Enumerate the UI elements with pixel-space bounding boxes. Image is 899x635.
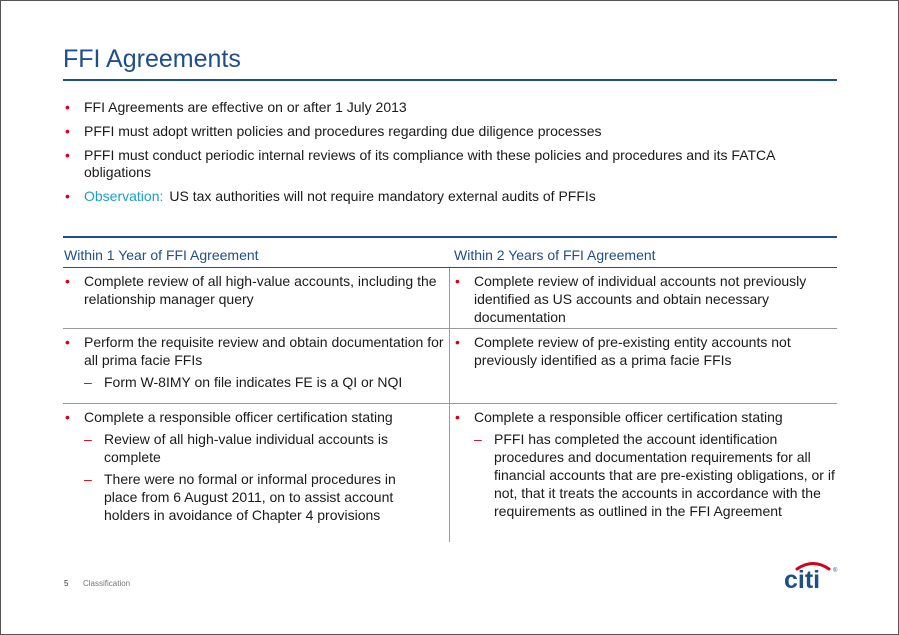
list-item: • PFFI must adopt written policies and procedures regarding due diligence processes: [65, 123, 602, 139]
dash-icon: –: [84, 431, 92, 447]
page-title: FFI Agreements: [63, 45, 241, 73]
table-cell: • Complete review of all high-value accounts, including the relationship manager query: [65, 273, 437, 307]
bullet-icon: •: [65, 188, 70, 204]
list-item: • FFI Agreements are effective on or after 1 July 2013: [65, 99, 407, 115]
key-points-list: [65, 99, 825, 212]
bullet-icon: •: [65, 409, 70, 425]
bullet-icon: •: [65, 123, 70, 139]
table-cell: • Complete a responsible officer certification stating – PFFI has completed the account identification procedures and documentation requirements for all financial accounts that are pre-existing obligations, or if not, that it treats the accounts in accordance with the requirements as outlined in the FFI Agreement: [455, 409, 835, 519]
list-item: • Observation: US tax authorities will not require mandatory external audits of PFFIs: [65, 188, 596, 204]
table-header-left: Within 1 Year of FFI Agreement: [64, 247, 259, 263]
dash-icon: –: [84, 374, 92, 390]
list-item: • PFFI must conduct periodic internal reviews of its compliance with these policies and procedures and its FATCA obligations: [65, 147, 775, 180]
svg-text:®: ®: [833, 568, 838, 574]
table-top-rule: [63, 236, 837, 238]
bullet-icon: •: [65, 147, 70, 163]
dash-icon: –: [474, 431, 482, 447]
classification-label: Classification: [83, 579, 131, 588]
table-header-rule: [63, 267, 837, 268]
table-cell: • Perform the requisite review and obtain documentation for all prima facie FFIs – Form W-8IMY on file indicates FE is a QI or NQI: [65, 334, 444, 390]
svg-text:citi: citi: [784, 566, 821, 591]
bullet-icon: •: [65, 273, 70, 289]
bullet-icon: •: [455, 273, 460, 289]
bullet-icon: •: [455, 334, 460, 350]
citi-logo: [782, 557, 838, 591]
page-number: 5: [64, 579, 69, 588]
table-cell: • Complete review of individual accounts not previously identified as US accounts and obtain necessary documentation: [455, 273, 807, 325]
title-divider: [63, 79, 837, 81]
table-cell: • Complete a responsible officer certification stating – Review of all high-value individual accounts is complete – There were no formal or informal procedures in place from 6 August 2011, on to assist account holders in avoidance of Chapter 4 provisions: [65, 409, 396, 523]
observation-label: Observation:: [84, 188, 164, 204]
bullet-icon: •: [65, 334, 70, 350]
bullet-icon: •: [65, 99, 70, 115]
table-header-right: Within 2 Years of FFI Agreement: [454, 247, 656, 263]
table-row-divider: [63, 403, 837, 404]
dash-icon: –: [84, 471, 92, 487]
table-cell: • Complete review of pre-existing entity accounts not previously identified as a prima facie FFIs: [455, 334, 791, 368]
table-row-divider: [63, 328, 837, 329]
table-column-divider: [449, 268, 450, 542]
bullet-icon: •: [455, 409, 460, 425]
